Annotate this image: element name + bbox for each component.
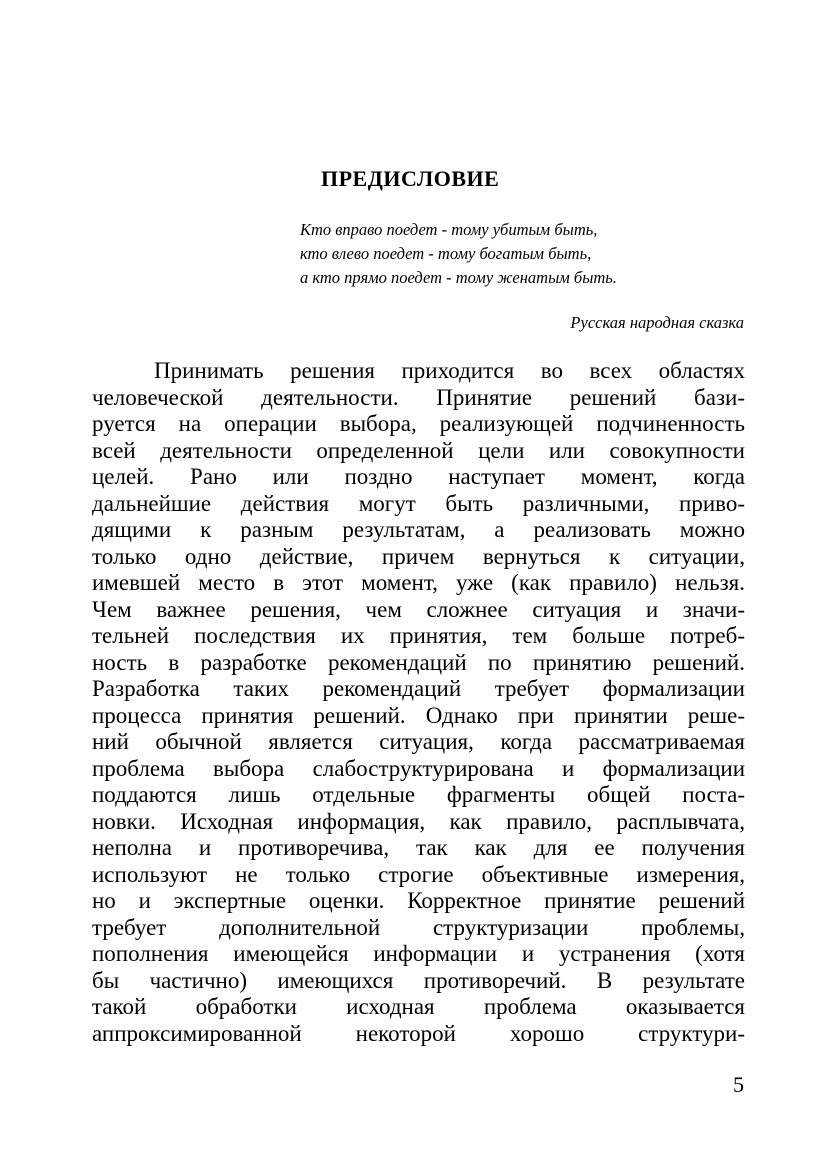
- epigraph-line: кто влево поедет - тому богатым быть,: [300, 244, 592, 263]
- text-line: только одно действие, причем вернуться к ситуации,: [92, 543, 745, 569]
- text-line: Чем важнее решения, чем сложнее ситуация и значи-: [92, 596, 745, 622]
- body-paragraph: [92, 358, 745, 1047]
- text-line: руется на операции выбора, реализующей подчиненность: [92, 411, 745, 436]
- epigraph-line: Кто вправо поедет - тому убитым быть,: [300, 220, 598, 239]
- text-line: Принимать решения приходится во всех областях: [154, 358, 745, 383]
- page-number: 5: [733, 1072, 744, 1097]
- text-line: поддаются лишь отдельные фрагменты общей поста-: [92, 782, 745, 807]
- text-line: такой обработки исходная проблема оказывается: [92, 994, 745, 1019]
- text-line: имевшей место в этот момент, уже (как правило) нельзя.: [92, 570, 745, 595]
- text-line: тельней последствия их принятия, тем больше потреб-: [92, 623, 745, 648]
- text-line: используют не только строгие объективные измерения,: [92, 861, 745, 887]
- text-line: дящими к разным результатам, а реализовать можно: [92, 517, 745, 542]
- text-line: человеческой деятельности. Принятие решений бази-: [92, 384, 745, 410]
- text-line: целей. Рано или поздно наступает момент, когда: [92, 464, 745, 489]
- text-line: дальнейшие действия могут быть различными, приво-: [92, 490, 745, 516]
- text-line: процесса принятия решений. Однако при принятии реше-: [92, 702, 745, 728]
- text-line: Разработка таких рекомендаций требует формализации: [92, 676, 745, 701]
- text-line: новки. Исходная информация, как правило, расплывчата,: [92, 808, 745, 834]
- text-line: неполна и противоречива, так как для ее получения: [92, 835, 745, 860]
- text-line: требует дополнительной структуризации проблемы,: [92, 914, 745, 940]
- text-line: но и экспертные оценки. Корректное принятие решений: [92, 888, 745, 913]
- epigraph-source: Русская народная сказка: [570, 313, 744, 332]
- epigraph-line: а кто прямо поедет - тому женатым быть.: [300, 268, 617, 287]
- text-line: ний обычной является ситуация, когда рассматриваемая: [92, 729, 745, 754]
- page-title: ПРЕДИСЛОВИЕ: [321, 166, 500, 191]
- epigraph: [300, 218, 617, 290]
- text-line: всей деятельности определенной цели или совокупности: [92, 437, 745, 463]
- text-line: проблема выбора слабоструктурирована и формализации: [92, 755, 745, 781]
- text-line: аппроксимированной некоторой хорошо структури-: [92, 1020, 745, 1046]
- text-line: бы частично) имеющихся противоречий. В результате: [92, 967, 745, 993]
- text-line: ность в разработке рекомендаций по принятию решений.: [92, 649, 745, 675]
- text-line: пополнения имеющейся информации и устранения (хотя: [92, 941, 745, 966]
